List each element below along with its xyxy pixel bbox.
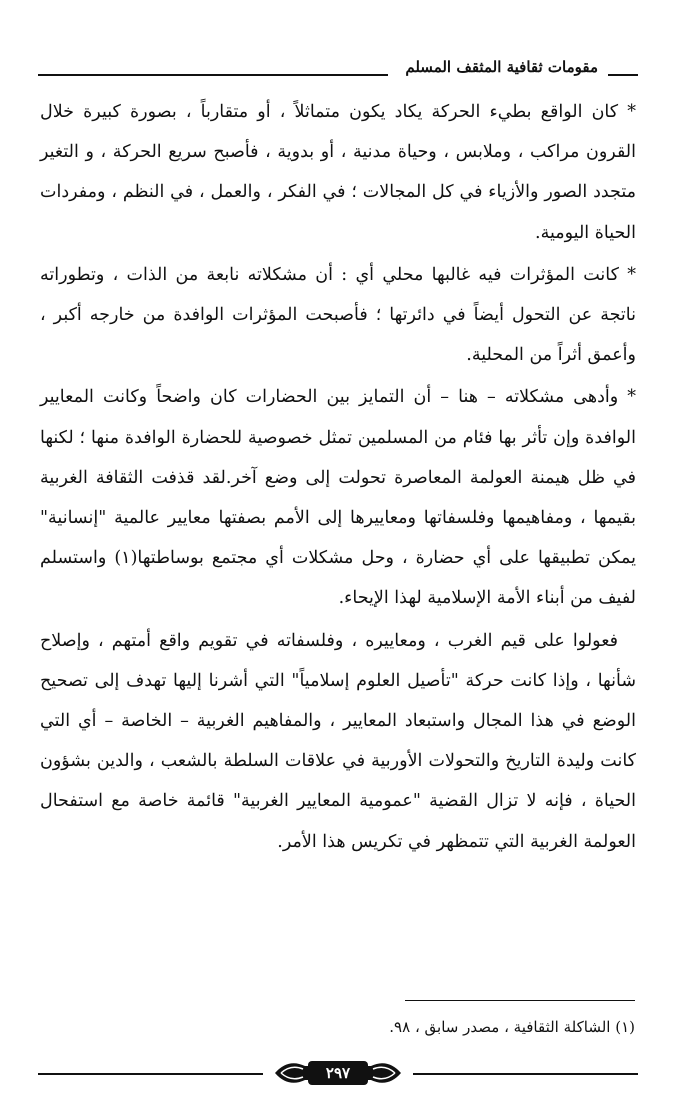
header-title: مقومات ثقافية المثقف المسلم [405,58,598,76]
paragraph-3: * وأدهى مشكلاته – هنا – أن التمايز بين الحضارات كان واضحاً وكانت المعايير الوافدة وإن تأثر بها فئام من المسلمين تمثل خصوصية للحضارة الوافدة منها ؛ لكنها في ظل هيمنة العولمة المعاصرة تحولت إلى وضع آخر.لقد قذفت الثقافة الغربية بقيمها ، ومفاهيمها وفلسفاتها ومعاييرها إلى الأمم بصفتها معايير عالمية "إنسانية" يمكن تطبيقها على أي حضارة ، وحل مشكلات أي مجتمع بوساطتها(١) واستسلم لفيف من أبناء الأمة الإسلامية لهذا الإيحاء. [40,387,636,609]
page-number: ٢٩٧ [308,1061,368,1085]
footnote-rule [405,1000,635,1001]
footnote: (١) الشاكلة الثقافية ، مصدر سابق ، ٩٨. [389,1018,635,1036]
footer-rule-right [413,1073,638,1075]
paragraph-1: * كان الواقع بطيء الحركة يكاد يكون متماثلاً ، أو متقارباً ، بصورة كبيرة خلال القرون مراكب ، وملابس ، وحياة مدنية ، أو بدوية ، فأصبح سريع الحركة ، و التغير متجدد الصور والأزياء في كل المجالات ؛ في الفكر ، والعمل ، في النظم ، ومفردات الحياة اليومية. [40,102,636,243]
header-dash [608,74,638,76]
body-text [40,92,636,862]
header-rule [38,74,388,76]
paragraph-4: فعولوا على قيم الغرب ، ومعاييره ، وفلسفاته في تقويم واقع أمتهم ، وإصلاح شأنها ، وإذا كانت حركة "تأصيل العلوم إسلامياً" التي أشرنا إليها تهدف إلى تصحيح الوضع في هذا المجال واستبعاد المعايير ، والمفاهيم الغربية – الخاصة – أي التي كانت وليدة التاريخ والتحولات الأوربية في علاقات السلطة بالشعب ، والدين بشؤون الحياة ، فإنه لا تزال القضية "عمومية المعايير الغربية" قائمة خاصة مع استفحال العولمة الغربية التي تتمظهر في تكريس هذا الأمر. [40,630,636,852]
running-header [38,56,638,86]
page-footer [38,1054,638,1094]
paragraph-2: * كانت المؤثرات فيه غالبها محلي أي : أن مشكلاته نابعة من الذات ، وتطوراته ناتجة عن التحول أيضاً في دائرتها ؛ فأصبحت المؤثرات الوافدة من خارجه أكبر ، وأعمق أثراً من المحلية. [40,264,636,366]
footer-rule-left [38,1073,263,1075]
